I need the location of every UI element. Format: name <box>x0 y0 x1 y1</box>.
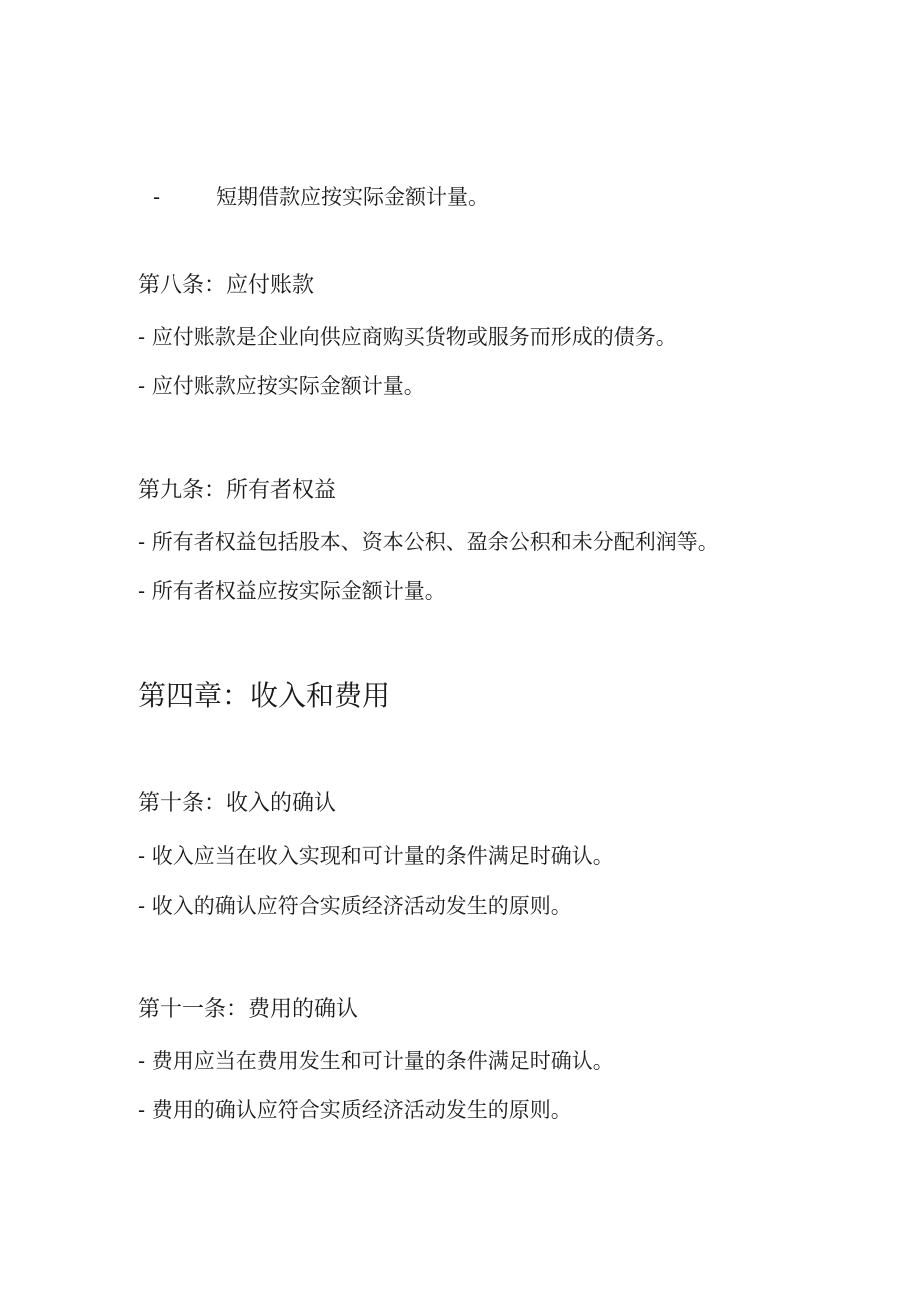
list-item: - 收入的确认应符合实质经济活动发生的原则。 <box>138 894 572 918</box>
list-item: - 所有者权益包括股本、资本公积、盈余公积和未分配利润等。 <box>138 530 719 554</box>
list-item: - 费用的确认应符合实质经济活动发生的原则。 <box>138 1098 572 1122</box>
list-item: 短期借款应按实际金额计量。 <box>216 185 489 209</box>
article-heading: 第十条：收入的确认 <box>138 791 337 816</box>
article-heading: 第九条：所有者权益 <box>138 478 337 503</box>
list-item: - 收入应当在收入实现和可计量的条件满足时确认。 <box>138 844 614 868</box>
list-item: - 应付账款应按实际金额计量。 <box>138 374 425 398</box>
list-item: - 应付账款是企业向供应商购买货物或服务而形成的债务。 <box>138 325 677 349</box>
article-heading: 第八条：应付账款 <box>138 273 315 298</box>
list-item: - 所有者权益应按实际金额计量。 <box>138 579 446 603</box>
list-bullet: - <box>153 185 161 209</box>
article-heading: 第十一条：费用的确认 <box>138 997 359 1022</box>
chapter-heading: 第四章：收入和费用 <box>138 679 391 712</box>
list-item: - 费用应当在费用发生和可计量的条件满足时确认。 <box>138 1049 614 1073</box>
